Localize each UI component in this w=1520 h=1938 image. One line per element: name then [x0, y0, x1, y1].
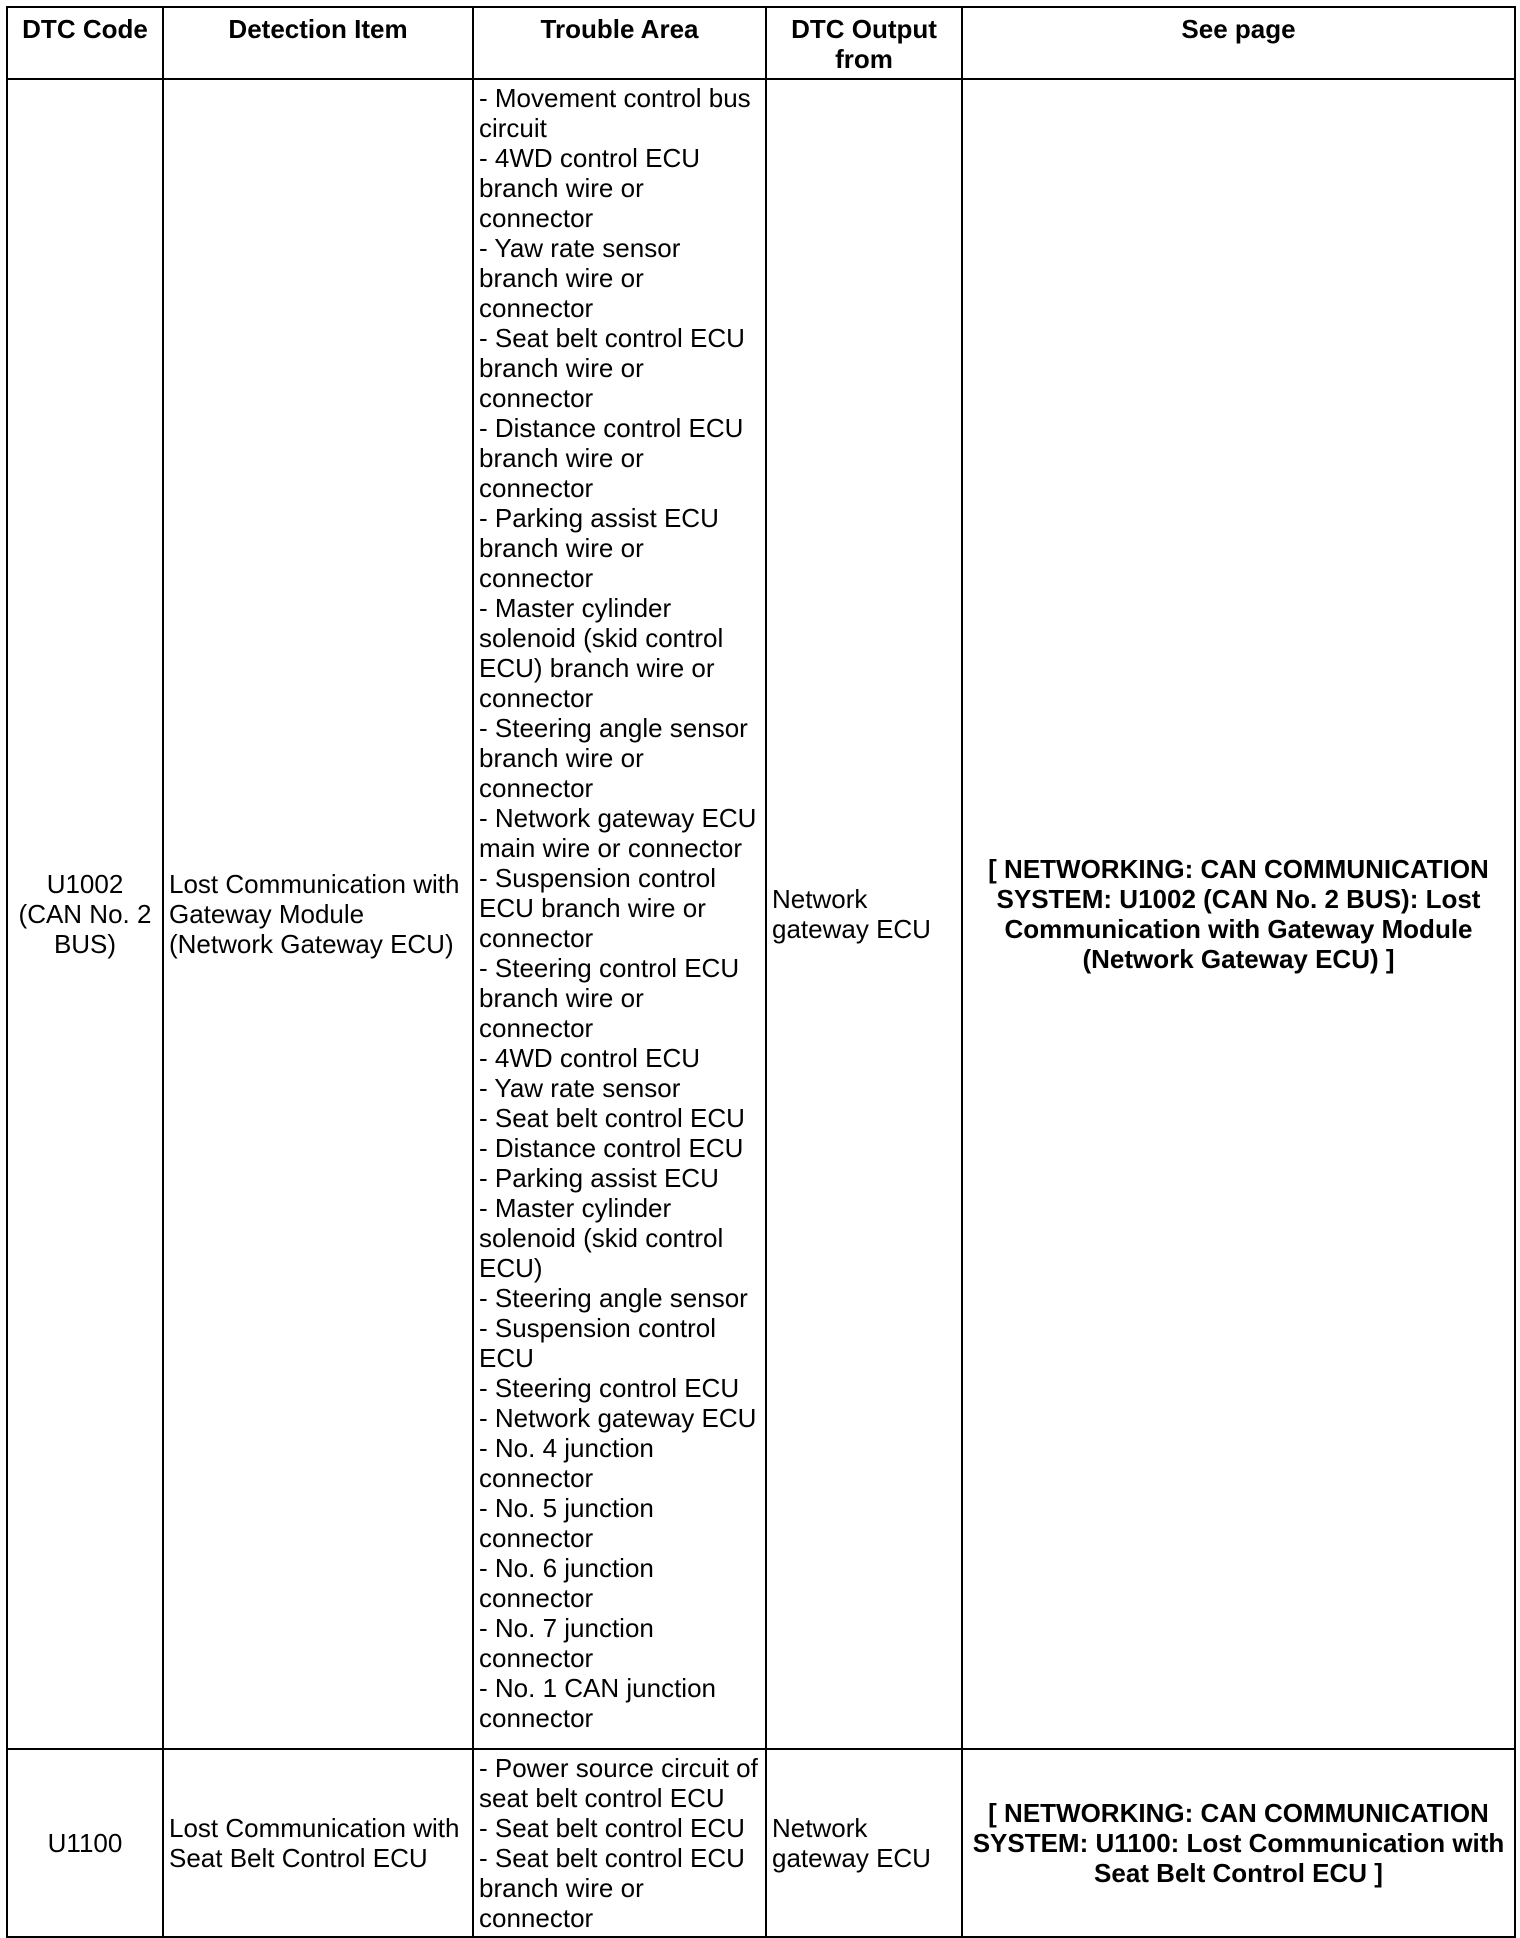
trouble-area-entry: - Distance control ECU branch wire or connector [479, 413, 744, 503]
trouble-area-entry: - 4WD control ECU [479, 1043, 701, 1073]
trouble-area-entry: - Yaw rate sensor [479, 1073, 681, 1103]
header-see-page: See page [962, 7, 1515, 79]
dtc-code-cell: U1002 (CAN No. 2 BUS) [7, 79, 163, 1749]
trouble-area-entry: - Seat belt control ECU branch wire or connector [479, 323, 745, 413]
trouble-area-entry: - Suspension control ECU branch wire or connector [479, 863, 717, 953]
trouble-area-entry: - 4WD control ECU branch wire or connector [479, 143, 701, 233]
trouble-area-entry: - Parking assist ECU [479, 1163, 719, 1193]
trouble-area-entry: - Steering angle sensor [479, 1283, 748, 1313]
trouble-area-entry: - Distance control ECU [479, 1133, 744, 1163]
trouble-area-entry: - Movement control bus circuit [479, 83, 751, 143]
trouble-area-entry: - Steering control ECU branch wire or connector [479, 953, 740, 1043]
trouble-area-entry: - Yaw rate sensor branch wire or connector [479, 233, 681, 323]
dtc-table [6, 6, 1516, 1938]
trouble-area-cell [473, 79, 766, 1749]
trouble-area-entry: - No. 6 junction connector [479, 1553, 654, 1613]
trouble-area-entry: - Network gateway ECU main wire or connector [479, 803, 757, 863]
dtc-output-from-cell: Network gateway ECU [766, 79, 962, 1749]
table-row [7, 79, 1515, 1749]
header-trouble-area: Trouble Area [473, 7, 766, 79]
see-page-link[interactable]: [ NETWORKING: CAN COMMUNICATION SYSTEM: U1100: Lost Communication with Seat Belt Control ECU ] [962, 1749, 1515, 1937]
trouble-area-entry: - No. 4 junction connector [479, 1433, 654, 1493]
header-detection-item: Detection Item [163, 7, 473, 79]
trouble-area-entry: - Steering angle sensor branch wire or connector [479, 713, 748, 803]
detection-item-cell: Lost Communication with Seat Belt Control ECU [163, 1749, 473, 1937]
trouble-area-entry: - Seat belt control ECU [479, 1813, 745, 1843]
table-header-row [7, 7, 1515, 79]
trouble-area-entry: - No. 1 CAN junction connector [479, 1673, 716, 1733]
trouble-area-entry: - Master cylinder solenoid (skid control ECU) [479, 1193, 724, 1283]
dtc-table-sheet [6, 6, 1514, 1933]
trouble-area-entry: - No. 5 junction connector [479, 1493, 654, 1553]
trouble-area-entry: - Steering control ECU [479, 1373, 740, 1403]
trouble-area-entry: - Seat belt control ECU [479, 1103, 745, 1133]
trouble-area-entry: - Suspension control ECU [479, 1313, 717, 1373]
trouble-area-entry: - Master cylinder solenoid (skid control ECU) branch wire or connector [479, 593, 724, 713]
header-dtc-code: DTC Code [7, 7, 163, 79]
table-row [7, 1749, 1515, 1937]
trouble-area-entry: - No. 7 junction connector [479, 1613, 654, 1673]
dtc-code-cell: U1100 [7, 1749, 163, 1937]
trouble-area-entry: - Seat belt control ECU branch wire or connector [479, 1843, 745, 1933]
see-page-link[interactable]: [ NETWORKING: CAN COMMUNICATION SYSTEM: U1002 (CAN No. 2 BUS): Lost Communication with Gateway Module (Network Gateway ECU) ] [962, 79, 1515, 1749]
header-dtc-output-from: DTC Output from [766, 7, 962, 79]
trouble-area-entry: - Power source circuit of seat belt control ECU [479, 1753, 758, 1813]
trouble-area-entry: - Network gateway ECU [479, 1403, 757, 1433]
dtc-output-from-cell: Network gateway ECU [766, 1749, 962, 1937]
trouble-area-entry: - Parking assist ECU branch wire or connector [479, 503, 719, 593]
trouble-area-cell [473, 1749, 766, 1937]
detection-item-cell: Lost Communication with Gateway Module (Network Gateway ECU) [163, 79, 473, 1749]
